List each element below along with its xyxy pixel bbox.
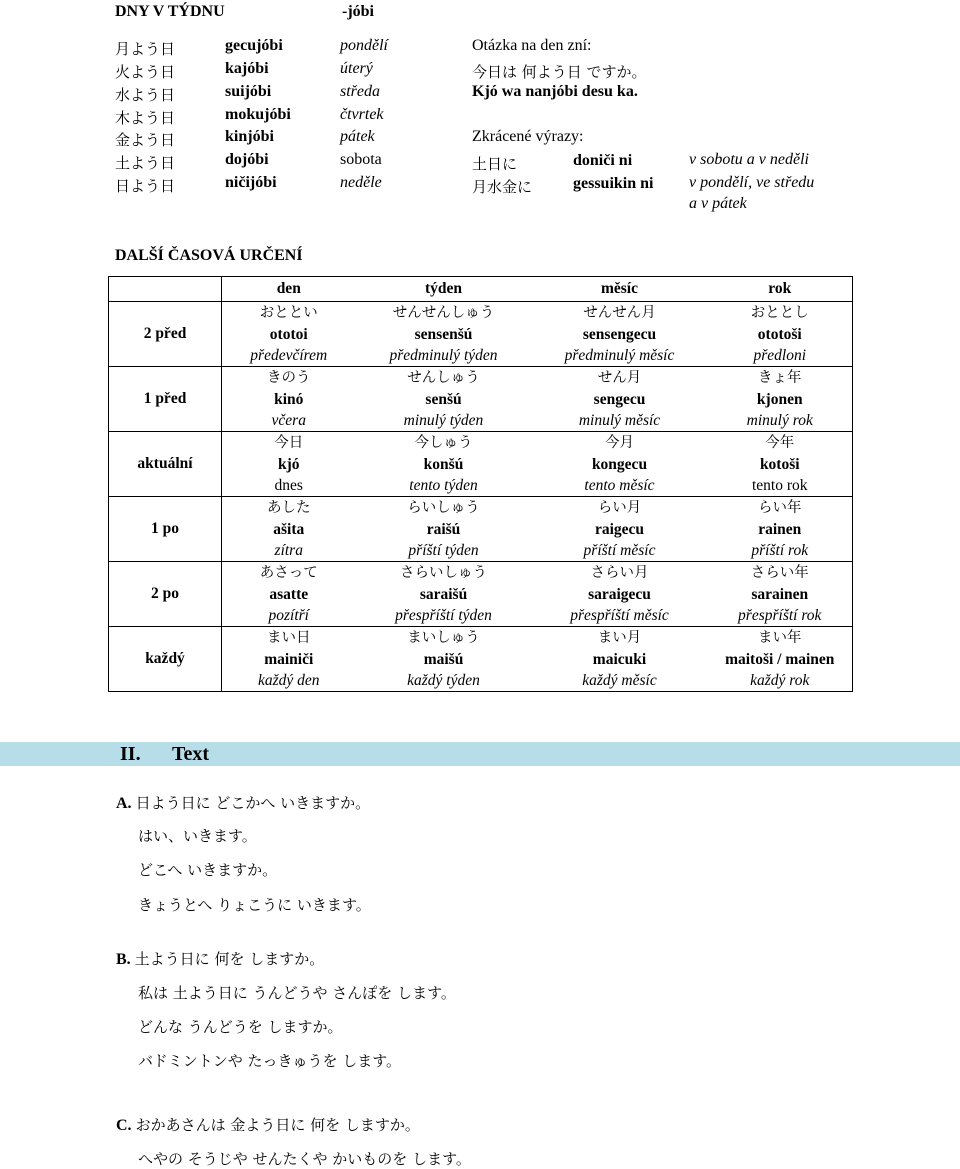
cell-translation: pozítří	[268, 606, 309, 624]
table-cell	[708, 302, 853, 367]
table-cell	[708, 432, 853, 497]
cell-japanese: さらい年	[750, 564, 809, 581]
cell-translation: příští týden	[408, 541, 479, 559]
table-cell	[222, 497, 356, 562]
table-cell	[532, 497, 708, 562]
day-romaji: ničijóbi	[225, 174, 277, 191]
table-cell	[222, 367, 356, 432]
cell-romaji: sengecu	[593, 390, 646, 408]
abbrev-kanji: 月水金に	[472, 178, 533, 196]
dialogue-letter: A.	[116, 795, 132, 812]
row-label: aktuální	[109, 432, 222, 497]
cell-japanese: まい日	[267, 629, 311, 646]
cell-translation: předminulý měsíc	[564, 346, 675, 364]
table-cell	[532, 562, 708, 627]
day-kanji: 月よう日	[115, 40, 176, 58]
abbrev-czech: v sobotu a v neděli	[689, 151, 809, 168]
cell-translation: minulý týden	[403, 411, 484, 429]
cell-translation: minulý rok	[746, 411, 813, 429]
cell-japanese: あした	[267, 499, 311, 516]
table-row	[109, 302, 853, 367]
cell-translation: předevčírem	[250, 346, 328, 364]
day-czech: čtvrtek	[340, 106, 384, 123]
dialogue-line: バドミントンや たっきゅうを します。	[138, 1052, 402, 1070]
cell-japanese: さらい月	[590, 564, 649, 581]
day-kanji: 水よう日	[115, 86, 176, 104]
cell-japanese: 今年	[765, 434, 795, 451]
day-romaji: suijóbi	[225, 83, 272, 100]
table-cell	[708, 627, 853, 692]
cell-romaji: saraigecu	[588, 585, 651, 603]
cell-japanese: せんせんしゅう	[392, 304, 495, 321]
cell-japanese: らい年	[758, 499, 802, 516]
cell-japanese: まいしゅう	[407, 629, 480, 646]
table-header-row	[109, 277, 853, 302]
table-cell	[708, 562, 853, 627]
cell-translation: příští měsíc	[583, 541, 656, 559]
table-cell	[532, 432, 708, 497]
cell-japanese: きのう	[267, 369, 311, 386]
abbrev-romaji: doniči ni	[573, 152, 633, 169]
abbrev-czech: v pondělí, ve středu	[689, 174, 815, 191]
cell-translation: tento měsíc	[584, 476, 655, 494]
column-header: rok	[708, 277, 853, 302]
cell-japanese: せん月	[597, 369, 642, 386]
time-expressions-table	[108, 276, 853, 692]
cell-japanese: せんしゅう	[407, 369, 480, 386]
cell-japanese: あさって	[259, 564, 318, 581]
abbrev-czech-continued: a v pátek	[689, 195, 747, 212]
row-label: 2 po	[109, 562, 222, 627]
cell-japanese: さらいしゅう	[400, 564, 487, 581]
cell-translation: tento rok	[751, 476, 808, 494]
table-cell	[708, 367, 853, 432]
question-label: Otázka na den zní:	[472, 37, 592, 54]
table-cell	[222, 432, 356, 497]
cell-translation: každý rok	[750, 671, 810, 689]
dialogue-text: 日よう日に どこかへ いきますか。	[135, 794, 371, 812]
day-czech: pátek	[340, 128, 375, 145]
cell-romaji: kongecu	[591, 455, 648, 473]
cell-romaji: maišú	[423, 650, 464, 668]
cell-romaji: raišú	[426, 520, 461, 538]
cell-translation: přespříští rok	[738, 606, 822, 624]
dialogue-line: はい、いきます。	[138, 827, 257, 845]
table-cell	[356, 562, 532, 627]
table-cell	[356, 302, 532, 367]
row-label: každý	[109, 627, 222, 692]
dialogue-line: どこへ いきますか。	[138, 861, 278, 879]
dialogue-line: きょうとへ りょこうに いきます。	[138, 896, 371, 914]
table-cell	[356, 367, 532, 432]
cell-romaji: maitoši / mainen	[725, 650, 835, 668]
day-kanji: 日よう日	[115, 177, 176, 195]
table-cell	[356, 497, 532, 562]
cell-romaji: maicuki	[592, 650, 647, 668]
day-czech: středa	[340, 83, 380, 100]
cell-romaji: kjonen	[756, 390, 803, 408]
day-kanji: 金よう日	[115, 131, 176, 149]
cell-translation: dnes	[274, 476, 303, 494]
cell-translation: každý týden	[407, 671, 480, 689]
cell-japanese: 今しゅう	[414, 434, 473, 451]
table-row	[109, 627, 853, 692]
section-number: II.	[120, 743, 141, 765]
day-czech: pondělí	[340, 37, 388, 54]
table-cell	[532, 302, 708, 367]
cell-romaji: senšú	[425, 390, 462, 408]
day-kanji: 火よう日	[115, 63, 176, 81]
table-cell	[222, 302, 356, 367]
corner-cell	[109, 277, 222, 302]
cell-romaji: konšú	[423, 455, 464, 473]
table-cell	[708, 497, 853, 562]
cell-japanese: らい月	[597, 499, 642, 516]
dialogue-text: 土よう日に 何を しますか。	[134, 950, 325, 968]
day-czech: úterý	[340, 60, 373, 77]
cell-romaji: sarainen	[751, 585, 809, 603]
dialogue-letter: B.	[116, 951, 131, 968]
table-cell	[356, 627, 532, 692]
cell-romaji: rainen	[758, 520, 802, 538]
dialogue-line: 私は 土よう日に うんどうや さんぽを します。	[138, 984, 456, 1002]
cell-translation: včera	[271, 411, 306, 429]
table-cell	[222, 627, 356, 692]
section-heading-band	[0, 742, 960, 766]
day-romaji: gecujóbi	[225, 37, 283, 54]
cell-japanese: らいしゅう	[407, 499, 480, 516]
day-czech: neděle	[340, 174, 382, 191]
table-row	[109, 367, 853, 432]
day-czech: sobota	[340, 151, 382, 168]
question-romaji: Kjó wa nanjóbi desu ka.	[472, 83, 638, 100]
cell-romaji: kotoši	[759, 455, 800, 473]
dialogue-line: どんな うんどうを しますか。	[138, 1018, 343, 1036]
dialogue-letter: C.	[116, 1117, 132, 1134]
table-row	[109, 562, 853, 627]
cell-japanese: まい年	[758, 629, 802, 646]
cell-romaji: kinó	[274, 390, 304, 408]
day-romaji: dojóbi	[225, 151, 269, 168]
table-cell	[532, 367, 708, 432]
cell-romaji: saraišú	[419, 585, 468, 603]
table-row	[109, 497, 853, 562]
abbrev-romaji: gessuikin ni	[573, 175, 654, 192]
column-header: měsíc	[532, 277, 708, 302]
cell-romaji: ototoi	[269, 325, 308, 343]
cell-translation: každý den	[257, 671, 320, 689]
dialogue-line	[116, 792, 370, 813]
cell-translation: tento týden	[409, 476, 478, 494]
cell-translation: předloni	[753, 346, 807, 364]
cell-romaji: sensengecu	[582, 325, 657, 343]
cell-translation: příští rok	[751, 541, 809, 559]
dialogue-line	[116, 948, 324, 969]
cell-romaji: kjó	[277, 455, 300, 473]
cell-translation: přespříští týden	[395, 606, 492, 624]
cell-japanese: 今日	[274, 434, 304, 451]
cell-romaji: ašita	[273, 520, 305, 538]
cell-romaji: raigecu	[594, 520, 645, 538]
time-section-title: DALŠÍ ČASOVÁ URČENÍ	[115, 247, 303, 264]
cell-japanese: おととい	[259, 304, 318, 321]
days-suffix: -jóbi	[342, 3, 374, 20]
day-row	[0, 105, 960, 128]
days-section-title: DNY V TÝDNU	[115, 3, 225, 20]
cell-romaji: ototoši	[757, 325, 802, 343]
row-label: 2 před	[109, 302, 222, 367]
cell-translation: zítra	[274, 541, 303, 559]
cell-japanese: まい月	[597, 629, 642, 646]
dialogue-text: おかあさんは 金よう日に 何を しますか。	[135, 1116, 420, 1134]
cell-translation: předminulý týden	[389, 346, 498, 364]
row-label: 1 po	[109, 497, 222, 562]
abbrev-kanji: 土日に	[472, 155, 518, 173]
column-header: týden	[356, 277, 532, 302]
cell-japanese: 今月	[605, 434, 634, 451]
cell-romaji: asatte	[269, 585, 309, 603]
abbreviations-label: Zkrácené výrazy:	[472, 128, 584, 145]
day-romaji: mokujóbi	[225, 106, 291, 123]
cell-romaji: sensenšú	[414, 325, 473, 343]
question-japanese: 今日は 何よう日 ですか。	[472, 63, 647, 81]
day-romaji: kajóbi	[225, 60, 269, 77]
section-title: Text	[172, 743, 210, 765]
day-kanji: 土よう日	[115, 154, 176, 172]
dialogue-line: へやの そうじや せんたくや かいものを します。	[138, 1150, 471, 1168]
cell-japanese: おととし	[750, 304, 809, 321]
table-cell	[356, 432, 532, 497]
table-cell	[532, 627, 708, 692]
table-row	[109, 432, 853, 497]
cell-translation: minulý měsíc	[578, 411, 661, 429]
day-romaji: kinjóbi	[225, 128, 274, 145]
cell-japanese: きょ年	[758, 369, 802, 386]
cell-romaji: mainiči	[264, 650, 314, 668]
cell-japanese: せんせん月	[583, 304, 656, 321]
dialogue-line	[116, 1114, 420, 1135]
day-kanji: 木よう日	[115, 109, 176, 127]
table-cell	[222, 562, 356, 627]
column-header: den	[222, 277, 356, 302]
cell-translation: každý měsíc	[582, 671, 657, 689]
row-label: 1 před	[109, 367, 222, 432]
cell-translation: přespříští měsíc	[570, 606, 669, 624]
